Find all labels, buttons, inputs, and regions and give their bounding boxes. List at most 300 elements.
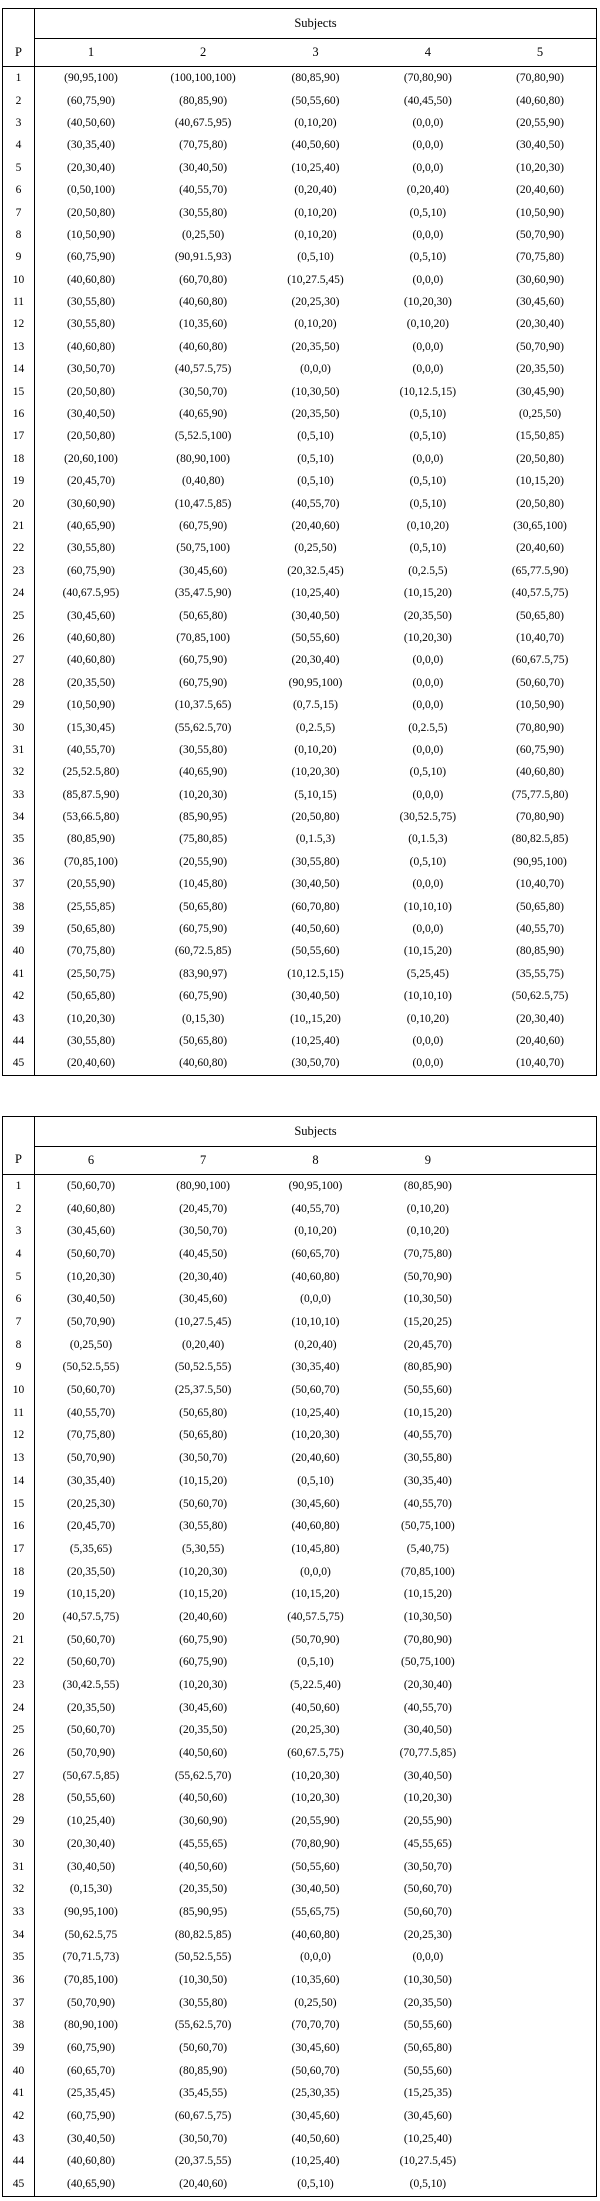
fuzzy-value-cell: (5,25,45) bbox=[406, 967, 449, 980]
p-value: 11 bbox=[3, 1401, 35, 1424]
fuzzy-value-cell: (30,65,100) bbox=[513, 520, 567, 532]
fuzzy-value-cell bbox=[484, 1311, 596, 1334]
corner-cell bbox=[3, 1116, 35, 1146]
p-column-header: P bbox=[3, 39, 35, 67]
table-row bbox=[3, 1787, 597, 1810]
table-row bbox=[3, 134, 597, 156]
fuzzy-value-cell bbox=[484, 1447, 596, 1470]
table-row bbox=[3, 1810, 597, 1833]
p-value: 7 bbox=[3, 201, 35, 223]
subject-column-header: 8 bbox=[259, 1146, 371, 1174]
fuzzy-value-cell: (30,40,50) bbox=[291, 609, 340, 622]
fuzzy-value-cell bbox=[484, 1220, 596, 1243]
fuzzy-value-cell: (20,35,50) bbox=[403, 1996, 452, 2009]
table-row bbox=[3, 1901, 597, 1924]
table-row bbox=[3, 1174, 597, 1197]
fuzzy-value-cell: (30,55,80) bbox=[179, 1996, 228, 2009]
fuzzy-value-cell: (10,40,70) bbox=[516, 1057, 564, 1070]
table-row bbox=[3, 1220, 597, 1243]
fuzzy-value-cell bbox=[484, 1379, 596, 1402]
fuzzy-value-cell: (40,60,80) bbox=[66, 273, 115, 286]
p-value: 27 bbox=[3, 649, 35, 671]
fuzzy-value-cell: (30,40,50) bbox=[291, 1883, 340, 1896]
table-row bbox=[3, 1991, 597, 2014]
p-value: 44 bbox=[3, 1030, 35, 1052]
fuzzy-value-cell: (40,55,70) bbox=[291, 497, 340, 510]
fuzzy-value-cell: (20,55,90) bbox=[403, 1815, 452, 1828]
fuzzy-value-cell: (15,25,35) bbox=[403, 2087, 452, 2100]
table-row bbox=[3, 358, 597, 380]
fuzzy-value-cell: (85,90,95) bbox=[179, 811, 228, 824]
table-row bbox=[3, 1197, 597, 1220]
subject-column-header: 4 bbox=[372, 39, 484, 67]
p-value: 17 bbox=[3, 1538, 35, 1561]
fuzzy-value-cell: (40,50,60) bbox=[291, 139, 340, 152]
fuzzy-value-cell: (40,55,70) bbox=[403, 1497, 452, 1510]
fuzzy-value-cell: (50,60,70) bbox=[66, 1179, 115, 1192]
p-value: 43 bbox=[3, 2127, 35, 2150]
fuzzy-value-cell: (30,45,60) bbox=[291, 2042, 340, 2055]
fuzzy-value-cell: (30,40,50) bbox=[66, 408, 115, 421]
fuzzy-value-cell: (10,20,30) bbox=[291, 1792, 340, 1805]
p-column-header: P bbox=[3, 1146, 35, 1174]
fuzzy-value-cell: (10,20,30) bbox=[66, 1012, 115, 1025]
table-row bbox=[3, 1333, 597, 1356]
p-value: 13 bbox=[3, 336, 35, 358]
fuzzy-value-cell bbox=[484, 1742, 596, 1765]
table-row bbox=[3, 806, 597, 828]
table-row bbox=[3, 492, 597, 514]
fuzzy-value-cell: (50,60,70) bbox=[66, 1633, 115, 1646]
p-value: 19 bbox=[3, 470, 35, 492]
fuzzy-value-cell: (50,65,80) bbox=[403, 2042, 452, 2055]
table-row bbox=[3, 179, 597, 201]
fuzzy-value-cell: (5,22.5,40) bbox=[290, 1679, 341, 1692]
fuzzy-value-cell: (0,0,0) bbox=[412, 788, 444, 801]
fuzzy-value-cell bbox=[484, 2127, 596, 2150]
fuzzy-value-cell: (60,67.5,75) bbox=[174, 2110, 232, 2123]
p-value: 42 bbox=[3, 985, 35, 1007]
fuzzy-value-cell bbox=[484, 1833, 596, 1856]
p-value: 1 bbox=[3, 67, 35, 90]
fuzzy-value-cell: (10,15,20) bbox=[179, 1588, 228, 1601]
fuzzy-value-cell: (50,55,60) bbox=[291, 631, 340, 644]
p-value: 14 bbox=[3, 358, 35, 380]
fuzzy-value-cell: (0,5,10) bbox=[297, 2178, 334, 2191]
fuzzy-value-cell: (30,40,50) bbox=[291, 878, 340, 891]
fuzzy-value-cell bbox=[484, 1470, 596, 1493]
table-gap bbox=[2, 1076, 597, 1116]
fuzzy-value-cell: (50,65,80) bbox=[66, 990, 115, 1003]
fuzzy-value-cell: (70,75,80) bbox=[66, 1429, 115, 1442]
fuzzy-value-cell: (0,25,50) bbox=[182, 228, 225, 241]
p-value: 31 bbox=[3, 1855, 35, 1878]
fuzzy-value-cell bbox=[484, 1515, 596, 1538]
table-row bbox=[3, 2150, 597, 2173]
table-row bbox=[3, 1424, 597, 1447]
fuzzy-value-cell: (50,52.5,55) bbox=[174, 1951, 232, 1964]
fuzzy-value-cell: (50,60,70) bbox=[291, 1384, 340, 1397]
fuzzy-value-cell: (70,80,90) bbox=[291, 1837, 340, 1850]
fuzzy-value-cell: (50,75,100) bbox=[176, 542, 230, 555]
fuzzy-value-cell: (50,60,70) bbox=[403, 1905, 452, 1918]
fuzzy-value-cell: (50,55,60) bbox=[291, 94, 340, 107]
fuzzy-value-cell: (60,75,90) bbox=[66, 564, 115, 577]
table-header bbox=[3, 9, 597, 67]
fuzzy-value-cell: (30,55,80) bbox=[66, 296, 115, 309]
fuzzy-value-cell: (10,25,40) bbox=[291, 161, 340, 174]
fuzzy-value-cell: (60,72.5,85) bbox=[174, 945, 232, 958]
fuzzy-value-cell: (60,65,70) bbox=[291, 1247, 340, 1260]
fuzzy-value-cell: (20,32.5,45) bbox=[287, 564, 344, 577]
fuzzy-value-cell: (40,60,80) bbox=[66, 340, 115, 353]
subjects-header-row bbox=[3, 1116, 597, 1146]
p-value: 6 bbox=[3, 179, 35, 201]
p-value: 36 bbox=[3, 1969, 35, 1992]
fuzzy-value-cell: (20,25,30) bbox=[291, 296, 340, 309]
subject-column-header: 3 bbox=[259, 39, 371, 67]
p-value: 24 bbox=[3, 1696, 35, 1719]
p-value: 40 bbox=[3, 2059, 35, 2082]
fuzzy-value-cell: (80,85,90) bbox=[516, 945, 564, 958]
fuzzy-value-cell: (50,55,60) bbox=[291, 1860, 340, 1873]
fuzzy-value-cell: (70,80,90) bbox=[516, 72, 564, 85]
fuzzy-value-cell bbox=[484, 1333, 596, 1356]
fuzzy-value-cell: (20,50,80) bbox=[516, 497, 564, 510]
fuzzy-value-cell: (25,30,35) bbox=[291, 2087, 340, 2100]
fuzzy-value-cell: (50,70,90) bbox=[516, 228, 564, 241]
p-value: 32 bbox=[3, 761, 35, 783]
column-numbers-row bbox=[3, 1146, 597, 1174]
fuzzy-value-cell: (50,70,90) bbox=[66, 1996, 115, 2009]
table-row bbox=[3, 1470, 597, 1493]
fuzzy-value-cell: (50,60,70) bbox=[66, 1656, 115, 1669]
fuzzy-value-cell: (20,50,80) bbox=[516, 452, 564, 465]
fuzzy-value-cell: (20,40,60) bbox=[179, 1610, 228, 1623]
fuzzy-value-cell: (50,60,70) bbox=[516, 676, 564, 689]
p-value: 41 bbox=[3, 2082, 35, 2105]
fuzzy-value-cell bbox=[484, 1538, 596, 1561]
fuzzy-value-cell: (10,20,30) bbox=[291, 1769, 340, 1782]
table-row bbox=[3, 2037, 597, 2060]
fuzzy-value-cell: (0,0,0) bbox=[412, 676, 444, 689]
fuzzy-value-cell: (40,57.5,75) bbox=[287, 1610, 344, 1623]
fuzzy-value-cell: (70,85,100) bbox=[176, 631, 230, 644]
p-value: 9 bbox=[3, 246, 35, 268]
fuzzy-value-cell: (10,15,20) bbox=[179, 1474, 228, 1487]
fuzzy-value-cell: (70,85,100) bbox=[401, 1565, 455, 1578]
table-row bbox=[3, 716, 597, 738]
fuzzy-value-cell: (83,90,97) bbox=[179, 967, 228, 980]
fuzzy-value-cell: (80,85,90) bbox=[66, 833, 115, 846]
fuzzy-value-cell: (70,85,100) bbox=[64, 1973, 118, 1986]
table-row bbox=[3, 582, 597, 604]
fuzzy-value-cell: (50,65,80) bbox=[66, 923, 115, 936]
table-row bbox=[3, 1311, 597, 1334]
p-value: 40 bbox=[3, 940, 35, 962]
table-row bbox=[3, 246, 597, 268]
fuzzy-value-cell: (0,5,10) bbox=[409, 408, 447, 421]
table-row bbox=[3, 1833, 597, 1856]
fuzzy-value-cell: (55,62.5,70) bbox=[174, 721, 232, 734]
table-row bbox=[3, 1538, 597, 1561]
p-value: 29 bbox=[3, 1810, 35, 1833]
fuzzy-value-cell: (30,55,80) bbox=[179, 206, 228, 219]
table-row bbox=[3, 201, 597, 223]
fuzzy-value-cell bbox=[484, 1787, 596, 1810]
p-value: 32 bbox=[3, 1878, 35, 1901]
fuzzy-value-cell: (70,77.5,85) bbox=[399, 1747, 457, 1760]
table-row bbox=[3, 672, 597, 694]
p-value: 7 bbox=[3, 1311, 35, 1334]
fuzzy-value-cell: (0,5,10) bbox=[409, 855, 447, 868]
fuzzy-value-cell: (50,55,60) bbox=[403, 1384, 452, 1397]
fuzzy-value-cell: (15,30,45) bbox=[66, 721, 115, 734]
fuzzy-value-cell: (20,35,50) bbox=[66, 1565, 115, 1578]
fuzzy-value-cell: (10,,15,20) bbox=[290, 1012, 341, 1025]
fuzzy-value-cell: (40,65,90) bbox=[179, 408, 228, 421]
fuzzy-value-cell: (100,100,100) bbox=[170, 72, 236, 85]
subject-column-header: 1 bbox=[35, 39, 147, 67]
fuzzy-value-cell: (50,60,70) bbox=[66, 1724, 115, 1737]
fuzzy-value-cell: (25,35,45) bbox=[66, 2087, 115, 2100]
p-value: 45 bbox=[3, 1052, 35, 1075]
fuzzy-value-cell: (40,67.5,95) bbox=[62, 587, 120, 600]
fuzzy-value-cell: (30,55,80) bbox=[66, 1034, 115, 1047]
table-row bbox=[3, 1651, 597, 1674]
fuzzy-value-cell: (20,60,100) bbox=[64, 452, 118, 465]
fuzzy-value-cell: (40,55,70) bbox=[516, 923, 564, 936]
fuzzy-value-cell: (20,35,50) bbox=[291, 408, 340, 421]
fuzzy-value-cell: (80,90,100) bbox=[176, 452, 230, 465]
fuzzy-table-subjects-6-9 bbox=[2, 1116, 597, 2197]
fuzzy-value-cell: (40,60,80) bbox=[66, 2155, 115, 2168]
p-value: 37 bbox=[3, 873, 35, 895]
fuzzy-value-cell bbox=[484, 2082, 596, 2105]
table-row bbox=[3, 1878, 597, 1901]
fuzzy-value-cell: (10,15,20) bbox=[403, 1406, 452, 1419]
fuzzy-value-cell: (90,95,100) bbox=[64, 1905, 118, 1918]
fuzzy-value-cell: (10,15,20) bbox=[291, 1588, 340, 1601]
fuzzy-value-cell: (20,35,50) bbox=[516, 363, 564, 376]
fuzzy-value-cell: (0,1.5,3) bbox=[408, 833, 448, 846]
fuzzy-value-cell: (40,60,80) bbox=[291, 1520, 340, 1533]
fuzzy-value-cell bbox=[484, 1901, 596, 1924]
p-value: 23 bbox=[3, 560, 35, 582]
fuzzy-value-cell: (0,0,0) bbox=[412, 228, 444, 241]
table-row bbox=[3, 380, 597, 402]
fuzzy-value-cell bbox=[484, 1288, 596, 1311]
fuzzy-value-cell: (25,52.5,80) bbox=[62, 766, 120, 779]
table-row bbox=[3, 851, 597, 873]
table-row bbox=[3, 2082, 597, 2105]
fuzzy-value-cell: (10,20,30) bbox=[516, 161, 564, 174]
table-row bbox=[3, 291, 597, 313]
table-row bbox=[3, 269, 597, 291]
fuzzy-value-cell: (50,70,90) bbox=[66, 1747, 115, 1760]
table-row bbox=[3, 560, 597, 582]
p-value: 12 bbox=[3, 313, 35, 335]
fuzzy-value-cell: (20,35,50) bbox=[66, 1701, 115, 1714]
fuzzy-value-cell: (10,35,60) bbox=[179, 318, 228, 331]
fuzzy-value-cell: (50,67.5,85) bbox=[62, 1769, 120, 1782]
fuzzy-value-cell: (0,15,30) bbox=[182, 1012, 225, 1025]
p-value: 42 bbox=[3, 2105, 35, 2128]
table-row bbox=[3, 1447, 597, 1470]
fuzzy-value-cell: (40,55,70) bbox=[291, 1202, 340, 1215]
fuzzy-value-cell: (0,15,30) bbox=[69, 1883, 113, 1896]
fuzzy-value-cell: (60,75,90) bbox=[179, 990, 228, 1003]
p-value: 44 bbox=[3, 2150, 35, 2173]
fuzzy-value-cell: (70,80,90) bbox=[516, 811, 564, 824]
fuzzy-value-cell: (20,40,60) bbox=[516, 1034, 564, 1047]
fuzzy-value-cell: (20,25,30) bbox=[66, 1497, 115, 1510]
fuzzy-value-cell: (10,25,40) bbox=[403, 2132, 452, 2145]
fuzzy-value-cell: (50,60,70) bbox=[291, 2064, 340, 2077]
table-row bbox=[3, 2105, 597, 2128]
fuzzy-value-cell: (60,70,80) bbox=[291, 900, 340, 913]
p-value: 26 bbox=[3, 1742, 35, 1765]
p-value: 24 bbox=[3, 582, 35, 604]
fuzzy-value-cell: (70,80,90) bbox=[403, 1633, 452, 1646]
fuzzy-value-cell: (30,60,90) bbox=[516, 273, 564, 286]
fuzzy-value-cell: (30,40,50) bbox=[66, 1293, 115, 1306]
fuzzy-value-cell: (40,65,90) bbox=[66, 520, 115, 532]
fuzzy-value-cell: (5,30,55) bbox=[182, 1542, 225, 1555]
subject-column-header: 9 bbox=[372, 1146, 484, 1174]
fuzzy-value-cell: (20,35,50) bbox=[403, 609, 452, 622]
fuzzy-value-cell: (50,55,60) bbox=[403, 2064, 452, 2077]
fuzzy-value-cell: (20,50,80) bbox=[291, 811, 340, 824]
fuzzy-value-cell: (40,50,60) bbox=[179, 1860, 228, 1873]
fuzzy-value-cell: (50,70,90) bbox=[516, 340, 564, 353]
fuzzy-value-cell bbox=[484, 2150, 596, 2173]
fuzzy-value-cell: (0,2.5,5) bbox=[295, 721, 336, 734]
fuzzy-value-cell: (70,80,90) bbox=[403, 72, 452, 85]
fuzzy-value-cell: (55,62.5,70) bbox=[174, 1769, 232, 1782]
fuzzy-value-cell: (10,50,90) bbox=[66, 699, 115, 712]
fuzzy-value-cell: (10,20,30) bbox=[291, 1429, 340, 1442]
fuzzy-value-cell: (10,20,30) bbox=[403, 631, 452, 644]
fuzzy-value-cell: (40,50,60) bbox=[66, 116, 115, 129]
fuzzy-value-cell: (0,25,50) bbox=[294, 542, 337, 555]
table-row bbox=[3, 537, 597, 559]
fuzzy-value-cell: (50,60,70) bbox=[66, 1384, 115, 1397]
table-row bbox=[3, 336, 597, 358]
fuzzy-value-cell: (40,45,50) bbox=[403, 94, 452, 107]
fuzzy-value-cell: (30,55,80) bbox=[179, 1520, 228, 1533]
fuzzy-value-cell: (70,80,90) bbox=[516, 721, 564, 734]
fuzzy-value-cell: (30,45,60) bbox=[291, 1497, 340, 1510]
fuzzy-value-cell: (30,55,80) bbox=[66, 318, 115, 331]
table-row bbox=[3, 1855, 597, 1878]
table-row bbox=[3, 739, 597, 761]
fuzzy-value-cell: (30,50,70) bbox=[291, 1057, 340, 1070]
p-value: 8 bbox=[3, 224, 35, 246]
fuzzy-value-cell: (20,45,70) bbox=[179, 1202, 228, 1215]
fuzzy-value-cell: (30,45,60) bbox=[179, 1701, 228, 1714]
fuzzy-value-cell: (50,75,100) bbox=[401, 1520, 455, 1533]
fuzzy-value-cell: (20,55,90) bbox=[516, 116, 564, 129]
p-value: 22 bbox=[3, 537, 35, 559]
fuzzy-value-cell bbox=[484, 1764, 596, 1787]
p-value: 39 bbox=[3, 918, 35, 940]
p-value: 4 bbox=[3, 1243, 35, 1266]
fuzzy-value-cell: (50,62.5,75) bbox=[511, 990, 569, 1003]
fuzzy-value-cell: (40,60,80) bbox=[291, 1270, 340, 1283]
fuzzy-value-cell bbox=[484, 1969, 596, 1992]
fuzzy-value-cell: (50,62.5,75 bbox=[64, 1928, 118, 1941]
fuzzy-value-cell: (50,60,70) bbox=[403, 1883, 452, 1896]
table-row bbox=[3, 2173, 597, 2196]
fuzzy-value-cell: (20,40,60) bbox=[516, 184, 564, 197]
p-value: 2 bbox=[3, 1197, 35, 1220]
fuzzy-value-cell: (30,60,90) bbox=[66, 497, 115, 510]
fuzzy-value-cell: (0,7.5,15) bbox=[292, 699, 338, 712]
fuzzy-value-cell: (85,90,95) bbox=[179, 1905, 228, 1918]
fuzzy-value-cell bbox=[484, 1946, 596, 1969]
fuzzy-value-cell: (30,45,60) bbox=[516, 296, 564, 309]
fuzzy-value-cell: (30,55,80) bbox=[66, 542, 115, 555]
p-value: 35 bbox=[3, 1946, 35, 1969]
fuzzy-value-cell: (0,0,0) bbox=[300, 363, 331, 376]
fuzzy-value-cell: (20,37.5,55) bbox=[174, 2155, 232, 2168]
fuzzy-value-cell: (35,47.5,90) bbox=[174, 587, 232, 600]
fuzzy-value-cell bbox=[484, 1492, 596, 1515]
fuzzy-value-cell: (0,0,0) bbox=[412, 699, 444, 712]
fuzzy-value-cell: (50,70,90) bbox=[403, 1270, 452, 1283]
fuzzy-value-cell: (50,65,80) bbox=[179, 1034, 228, 1047]
fuzzy-value-cell: (50,65,80) bbox=[516, 900, 564, 913]
fuzzy-value-cell: (0,10,20) bbox=[294, 1225, 337, 1238]
p-value: 1 bbox=[3, 1174, 35, 1197]
fuzzy-value-cell bbox=[484, 2059, 596, 2082]
fuzzy-value-cell: (10,40,70) bbox=[516, 878, 564, 891]
table-row bbox=[3, 1007, 597, 1029]
p-value: 9 bbox=[3, 1356, 35, 1379]
fuzzy-value-cell: (10,45,80) bbox=[179, 878, 228, 891]
fuzzy-value-cell: (90,95,100) bbox=[288, 1179, 343, 1192]
fuzzy-value-cell bbox=[484, 1674, 596, 1697]
fuzzy-value-cell: (40,55,70) bbox=[66, 1406, 115, 1419]
fuzzy-value-cell: (10,27.5,45) bbox=[287, 273, 344, 286]
fuzzy-value-cell: (0,25,50) bbox=[69, 1338, 113, 1351]
fuzzy-value-cell: (90,95,100) bbox=[64, 72, 118, 85]
fuzzy-value-cell: (60,67.5,75) bbox=[511, 654, 569, 667]
fuzzy-value-cell bbox=[484, 1810, 596, 1833]
fuzzy-value-cell: (0,5,10) bbox=[297, 1656, 334, 1669]
p-value: 21 bbox=[3, 1628, 35, 1651]
fuzzy-value-cell: (20,30,40) bbox=[179, 1270, 228, 1283]
p-value: 18 bbox=[3, 448, 35, 470]
fuzzy-value-cell: (30,60,90) bbox=[179, 1815, 228, 1828]
fuzzy-value-cell: (40,65,90) bbox=[179, 766, 228, 779]
fuzzy-value-cell: (0,25,50) bbox=[518, 408, 562, 421]
fuzzy-value-cell: (40,50,60) bbox=[291, 1701, 340, 1714]
fuzzy-value-cell: (80,82.5,85) bbox=[511, 833, 569, 846]
fuzzy-value-cell: (70,85,100) bbox=[64, 855, 118, 868]
p-value: 21 bbox=[3, 515, 35, 537]
fuzzy-value-cell: (80,85,90) bbox=[291, 72, 340, 85]
table-row bbox=[3, 1946, 597, 1969]
table-row bbox=[3, 940, 597, 962]
fuzzy-value-cell: (10,50,90) bbox=[66, 228, 115, 241]
fuzzy-value-cell bbox=[484, 2105, 596, 2128]
fuzzy-value-cell: (15,20,25) bbox=[403, 1316, 452, 1329]
fuzzy-value-cell: (40,60,80) bbox=[66, 654, 115, 667]
table-row bbox=[3, 963, 597, 985]
fuzzy-value-cell: (0,0,0) bbox=[300, 1293, 331, 1306]
